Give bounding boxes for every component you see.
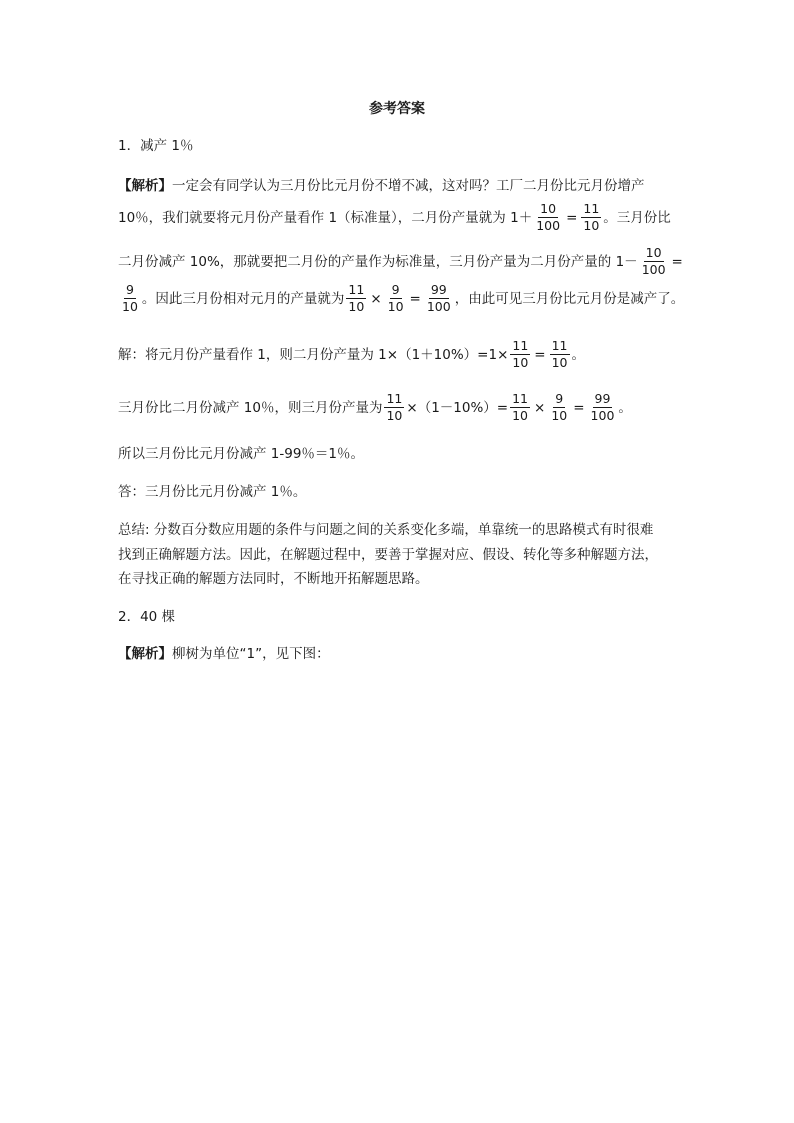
numerator: 11 xyxy=(551,338,568,353)
equals-sign: = xyxy=(573,399,585,416)
denominator: 10 xyxy=(551,355,568,370)
solution-text: 三月份比二月份减产 10％，则三月份产量为 xyxy=(118,399,383,416)
fraction-9-10 xyxy=(386,283,406,314)
denominator: 10 xyxy=(348,299,365,314)
q1-analysis-line2 xyxy=(118,202,671,233)
fraction-99-100 xyxy=(425,283,453,314)
solution-text: 解：将元月份产量看作 1，则二月份产量为 1×（1＋10%）=1× xyxy=(118,346,509,363)
q1-analysis-line1 xyxy=(118,176,645,196)
q1-summary-line1: 总结: 分数百分数应用题的条件与问题之间的关系变化多端，单靠统一的思路模式有时很难 xyxy=(118,522,654,538)
numerator: 9 xyxy=(125,282,134,297)
fraction-11-10 xyxy=(510,339,530,370)
equals-sign: = xyxy=(534,346,546,363)
page-title: 参考答案 xyxy=(369,101,425,117)
numerator: 9 xyxy=(555,391,564,406)
denominator: 100 xyxy=(641,262,666,277)
fraction-11-10 xyxy=(346,283,366,314)
numerator: 11 xyxy=(512,391,529,406)
equals-sign: = xyxy=(566,209,578,226)
numerator: 99 xyxy=(594,391,611,406)
period: 。 xyxy=(571,346,586,363)
analysis-label: 【解析】 xyxy=(118,178,172,194)
analysis-text: 三月份比 xyxy=(616,209,671,226)
q2-analysis-line xyxy=(118,644,330,664)
period: 。 xyxy=(603,209,617,226)
fraction-9-10 xyxy=(549,392,569,423)
numerator: 11 xyxy=(386,391,403,406)
denominator: 10 xyxy=(122,299,138,314)
numerator: 11 xyxy=(348,282,365,297)
denominator: 10 xyxy=(387,299,404,314)
analysis-text: 柳树为单位“1”，见下图： xyxy=(172,646,330,662)
analysis-label: 【解析】 xyxy=(118,646,172,662)
analysis-text: 因此三月份相对元月的产量就为 xyxy=(155,290,345,307)
numerator: 99 xyxy=(430,282,447,297)
numerator: 10 xyxy=(540,201,557,216)
numerator: 10 xyxy=(645,245,662,260)
numerator: 11 xyxy=(512,338,529,353)
denominator: 100 xyxy=(536,218,561,233)
q1-analysis-line4 xyxy=(118,283,684,314)
denominator: 10 xyxy=(583,218,600,233)
denominator: 10 xyxy=(386,408,403,423)
denominator: 100 xyxy=(426,299,451,314)
denominator: 10 xyxy=(512,355,529,370)
fraction-9-10 xyxy=(120,283,140,314)
equals-sign: = xyxy=(671,253,683,270)
fraction-10-100 xyxy=(534,202,562,233)
fraction-11-10 xyxy=(510,392,530,423)
denominator: 100 xyxy=(590,408,615,423)
q1-answer-line: 答：三月份比元月份减产 1％。 xyxy=(118,484,307,500)
q1-solution-line2 xyxy=(118,392,632,423)
fraction-11-10 xyxy=(581,202,601,233)
fraction-10-100 xyxy=(640,246,668,277)
q1-analysis-line3 xyxy=(118,246,685,277)
numerator: 9 xyxy=(391,282,400,297)
q1-summary-line3: 在寻找正确的解题方法同时，不断地开拓解题思路。 xyxy=(118,571,429,587)
q2-heading: 2．40 棵 xyxy=(118,609,176,625)
times-sign: × xyxy=(370,290,382,307)
q1-solution-line1 xyxy=(118,339,585,370)
times-sign: × xyxy=(534,399,546,416)
equals-sign: = xyxy=(409,290,421,307)
q1-heading: 1．减产 1％ xyxy=(118,138,194,154)
period: 。 xyxy=(141,290,156,307)
q1-summary-line2: 找到正确解题方法。因此，在解题过程中，要善于掌握对应、假设、转化等多种解题方法， xyxy=(118,547,658,563)
period: 。 xyxy=(618,399,632,416)
fraction-11-10 xyxy=(384,392,404,423)
analysis-text: ，由此可见三月份比元月份是减产了。 xyxy=(454,290,685,307)
analysis-text: 10％，我们就要将元月份产量看作 1（标准量），二月份产量就为 1＋ xyxy=(118,209,533,226)
fraction-11-10 xyxy=(550,339,570,370)
denominator: 10 xyxy=(512,408,529,423)
analysis-text: 一定会有同学认为三月份比元月份不增不减，这对吗？工厂二月份比元月份增产 xyxy=(172,178,645,194)
q1-result-line: 所以三月份比元月份减产 1-99％＝1％。 xyxy=(118,446,365,462)
solution-text: ×（1－10%）= xyxy=(406,399,509,416)
numerator: 11 xyxy=(583,201,600,216)
fraction-99-100 xyxy=(589,392,617,423)
analysis-text: 二月份减产 10%，那就要把二月份的产量作为标准量，三月份产量为二月份产量的 1－ xyxy=(118,253,638,270)
denominator: 10 xyxy=(551,408,568,423)
